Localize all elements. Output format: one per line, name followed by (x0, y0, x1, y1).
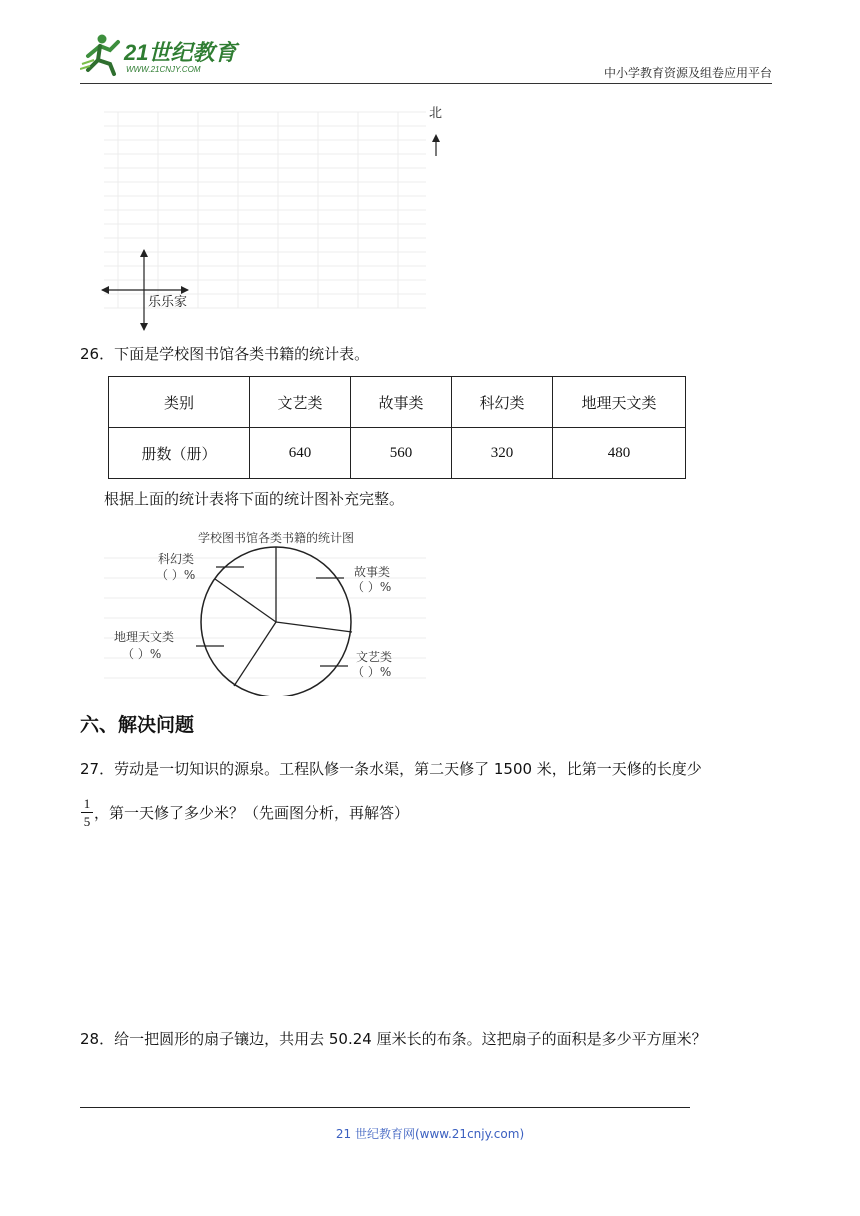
pie-label: 文艺类 (356, 650, 393, 664)
table-value-cell: 480 (553, 428, 686, 479)
pie-percent-placeholder: （ ）% (156, 568, 196, 582)
table-category-cell: 文艺类 (250, 377, 351, 428)
crosshair-icon (102, 250, 188, 330)
pie-label: 地理天文类 (114, 630, 175, 644)
question-28-text: 28．给一把圆形的扇子镶边，共用去 50.24 厘米长的布条。这把扇子的面积是多少平方厘米？ (80, 1030, 707, 1048)
logo-url-text: WWW.21CNJY.COM (126, 65, 201, 74)
table-value-cell: 560 (351, 428, 452, 479)
pie-chart-title: 学校图书馆各类书籍的统计图 (197, 531, 355, 545)
north-label: 北 (429, 106, 443, 121)
north-arrow-icon (432, 134, 440, 156)
question-26-instruction: 根据上面的统计表将下面的统计图补充完整。 (104, 490, 405, 508)
table-header-cell: 类别 (109, 377, 250, 428)
fraction-bar (81, 812, 93, 813)
pie-percent-placeholder: （ ）% (352, 665, 392, 679)
pie-slice-divider (215, 579, 276, 622)
site-logo (80, 30, 250, 78)
fraction-numerator: 1 (83, 796, 91, 811)
fraction-denominator: 5 (83, 814, 91, 829)
header-divider (80, 83, 772, 84)
footer-link[interactable]: 21 世纪教育网(www.21cnjy.com) (335, 1127, 525, 1141)
pie-percent-placeholder: （ ）% (122, 647, 162, 661)
direction-map (96, 100, 446, 332)
table-value-cell: 320 (452, 428, 553, 479)
pie-percent-placeholder: （ ）% (352, 580, 392, 594)
table-category-cell: 地理天文类 (553, 377, 686, 428)
runner-icon (80, 35, 118, 75)
footer-divider (80, 1107, 690, 1108)
fraction-one-fifth (80, 796, 94, 829)
table-header-row (109, 377, 686, 428)
pie-chart (104, 528, 434, 696)
logo-brand-text: 21世纪教育 (124, 40, 237, 65)
table-row-label: 册数（册） (109, 428, 250, 479)
home-label: 乐乐家 (148, 295, 188, 310)
table-row (109, 428, 686, 479)
table-category-cell: 故事类 (351, 377, 452, 428)
pie-slice-divider (276, 622, 352, 632)
header-platform-text: 中小学教育资源及组卷应用平台 (603, 66, 772, 80)
question-27-line2: ，第一天修了多少米？（先画图分析，再解答） (94, 804, 410, 822)
pie-slice-divider (234, 622, 276, 686)
section-title: 六、解决问题 (80, 714, 195, 736)
book-stats-table (108, 376, 686, 479)
pie-label: 科幻类 (158, 552, 195, 566)
table-category-cell: 科幻类 (452, 377, 553, 428)
question-27-line1: 27．劳动是一切知识的源泉。工程队修一条水渠，第二天修了 1500 米，比第一天修的长度少 (80, 760, 702, 778)
question-26-text: 26．下面是学校图书馆各类书籍的统计表。 (80, 345, 370, 363)
table-value-cell: 640 (250, 428, 351, 479)
pie-label: 故事类 (354, 565, 391, 579)
